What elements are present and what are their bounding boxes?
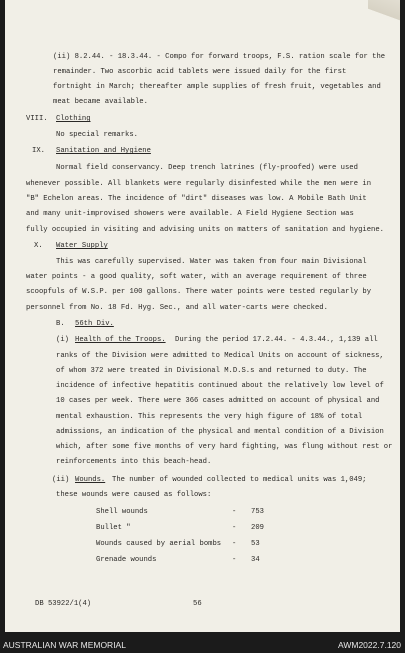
section-text: and many unit-improvised showers were available. A Field Hygiene Section was [26,210,354,218]
subsection-label: B. [56,320,65,328]
archive-footer [0,636,405,653]
item-text: The number of wounded collected to medical units was 1,049; [112,476,367,484]
item-text: 10 cases per week. There were 366 cases admitted on account of physical and [56,397,380,405]
item-text: ranks of the Division were admitted to Medical Units on account of sickness, [56,352,384,360]
item-text: During the period 17.2.44. - 4.3.44., 1,139 all [175,336,378,344]
subsection-heading: 56th Div. [75,320,114,328]
item-text: of whom 372 were treated in Divisional M.D.S.s and returned to duty. The [56,367,367,375]
wound-count: 53 [251,540,260,548]
item-text: admissions, an indication of the physical and mental condition of a Division [56,428,384,436]
wound-cause: Shell wounds [96,508,148,516]
section-number: X. [34,242,43,250]
section-text: fully occupied in visiting and advising units on matters of sanitation and hygiene. [26,226,384,234]
section-text: "B" Echelon areas. The incidence of "dirt" diseases was low. A Mobile Bath Unit [26,195,367,203]
dash: - [232,524,237,532]
section-text: This was carefully supervised. Water was taken from four main Divisional [56,258,367,266]
item-number: (ii) [52,476,70,484]
form-reference: DB 53922/1(4) [35,600,92,608]
section-text: scoopfuls of W.S.P. per 100 gallons. There water points were tested regularly by [26,288,372,296]
archive-name: AUSTRALIAN WAR MEMORIAL [3,640,126,650]
wound-count: 209 [251,524,264,532]
page-number: 56 [193,600,202,608]
wound-count: 753 [251,508,264,516]
wound-count: 34 [251,556,260,564]
archive-id: AWM2022.7.120 [338,640,401,650]
section-heading: Water Supply [56,242,108,250]
item-heading: Health of the Troops. [75,336,166,344]
para-ii-line: meat became available. [53,98,148,106]
section-text: No special remarks. [56,131,138,139]
wounds-row [96,524,296,533]
dash: - [232,556,237,564]
section-heading: Sanitation and Hygiene [56,147,151,155]
section-number: IX. [32,147,45,155]
section-text: Normal field conservancy. Deep trench latrines (fly-proofed) were used [56,164,358,172]
para-ii-line: (ii) 8.2.44. - 18.3.44. - Compo for forward troops, F.S. ration scale for the [53,53,386,61]
wounds-row [96,540,296,549]
item-number: (i) [56,336,69,344]
item-heading: Wounds. [75,476,106,484]
section-text: whenever possible. All blankets were regularly disinfested while the men were in [26,180,372,188]
wound-cause: Bullet " [96,524,131,532]
wounds-row [96,556,296,565]
item-text: which, after some five months of very hard fighting, was flung without rest or [56,443,393,451]
item-text: incidence of infective hepatitis continued about the relatively low level of [56,382,384,390]
para-ii-line: fortnight in March; thereafter ample supplies of fresh fruit, vegetables and [53,83,381,91]
section-text: water points - a good quality, soft water, with an average requirement of three [26,273,367,281]
section-text: personnel from No. 18 Fd. Hyg. Sec., and all water-carts were checked. [26,304,328,312]
document-page [5,0,400,632]
wound-cause: Grenade wounds [96,556,157,564]
item-text: mental exhaustion. This represents the very high figure of 18% of total [56,413,363,421]
wound-cause: Wounds caused by aerial bombs [96,540,222,548]
item-text: these wounds were caused as follows: [56,491,212,499]
folded-corner [368,0,400,22]
wounds-row [96,508,296,517]
item-text: reinforcements into this beach-head. [56,458,212,466]
para-ii-line: remainder. Two ascorbic acid tablets were issued daily for the first [53,68,347,76]
section-heading: Clothing [56,115,91,123]
dash: - [232,540,237,548]
section-number: VIII. [26,115,48,123]
dash: - [232,508,237,516]
